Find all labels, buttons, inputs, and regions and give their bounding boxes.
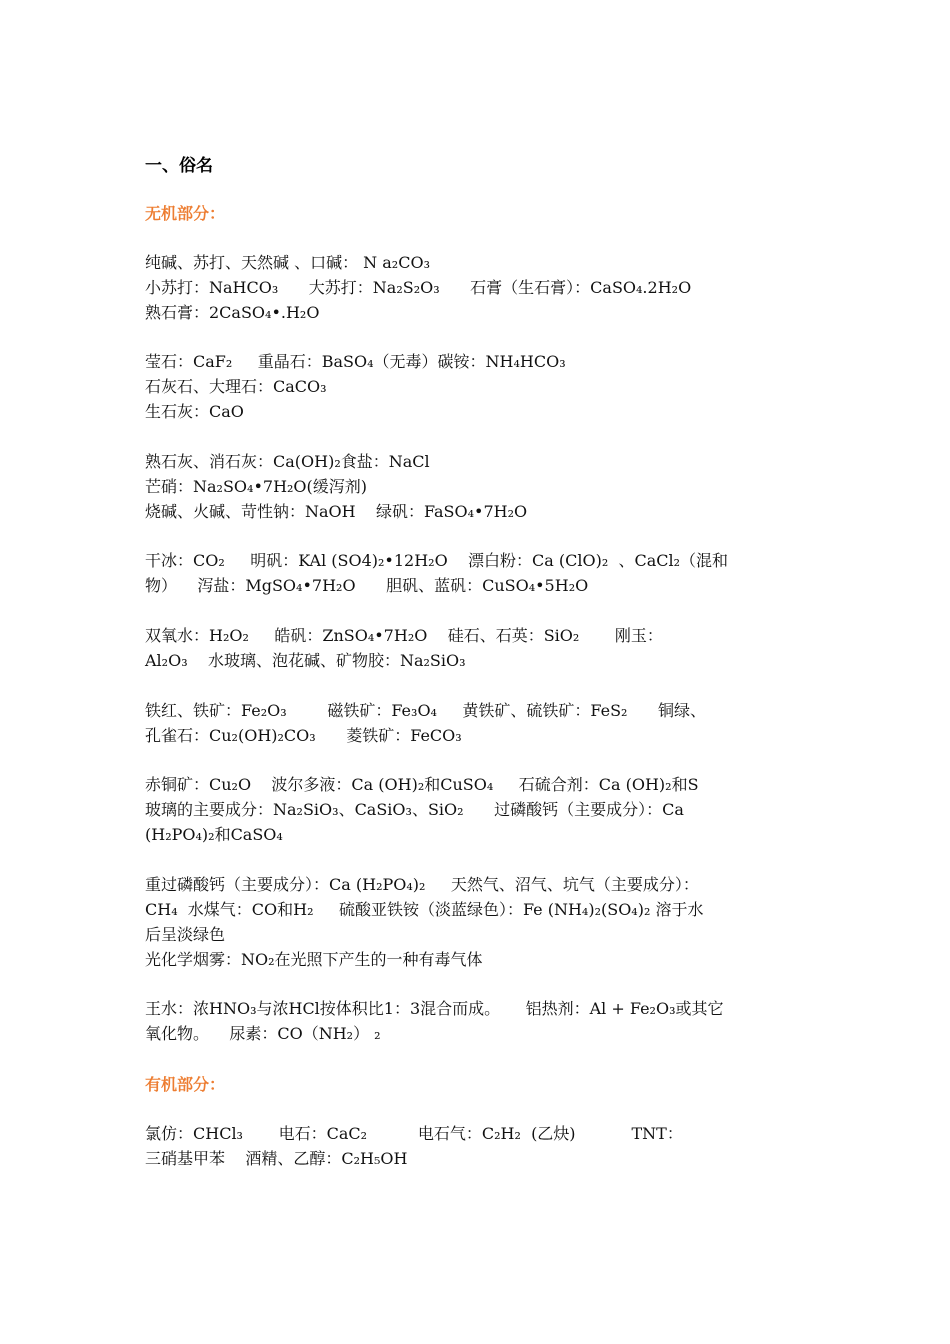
text-line: Al₂O₃ 水玻璃、泡花碱、矿物胶：Na₂SiO₃	[145, 651, 466, 670]
text-line: 生石灰：CaO	[145, 402, 244, 421]
text-line: 重过磷酸钙（主要成分）：Ca (H₂PO₄)₂ 天然气、沼气、坑气（主要成分）：	[145, 875, 699, 894]
text-line: 石灰石、大理石：CaCO₃	[145, 377, 327, 396]
text-line: 双氧水：H₂O₂ 皓矾：ZnSO₄•7H₂O 硅石、石英：SiO₂ 刚玉：	[145, 626, 663, 645]
text-line: 孔雀石：Cu₂(OH)₂CO₃ 菱铁矿：FeCO₃	[145, 726, 462, 745]
text-line: 赤铜矿：Cu₂O 波尔多液：Ca (OH)₂和CuSO₄ 石硫合剂：Ca (OH)₂和S	[145, 775, 699, 794]
text-line: 玻璃的主要成分：Na₂SiO₃、CaSiO₃、SiO₂ 过磷酸钙（主要成分）：Ca	[145, 800, 684, 819]
text-line: 三硝基甲苯 酒精、乙醇：C₂H₅OH	[145, 1149, 408, 1168]
text-line: 干冰：CO₂ 明矾：KAl (SO4)₂•12H₂O 漂白粉：Ca (ClO)₂ 、CaCl₂（混和	[145, 551, 729, 570]
text-line: 熟石灰、消石灰：Ca(OH)₂食盐：NaCl	[145, 452, 430, 471]
text-line: 莹石：CaF₂ 重晶石：BaSO₄（无毒）碳铵：NH₄HCO₃	[145, 352, 566, 371]
text-line: 铁红、铁矿：Fe₂O₃ 磁铁矿：Fe₃O₄ 黄铁矿、硫铁矿：FeS₂ 铜绿、	[145, 701, 706, 720]
text-line: 熟石膏：2CaSO₄•.H₂O	[145, 303, 320, 322]
text-line: 纯碱、苏打、天然碱 、口碱： N a₂CO₃	[145, 253, 430, 272]
text-line: 光化学烟雾：NO₂在光照下产生的一种有毒气体	[145, 950, 483, 969]
text-line: CH₄ 水煤气：CO和H₂ 硫酸亚铁铵（淡蓝绿色）：Fe (NH₄)₂(SO₄)₂ 溶于水	[145, 900, 704, 919]
text-line: 物） 泻盐：MgSO₄•7H₂O 胆矾、蓝矾：CuSO₄•5H₂O	[145, 576, 589, 595]
text-line: 氧化物。 尿素：CO（NH₂） ₂	[145, 1024, 381, 1043]
text-line: 小苏打：NaHCO₃ 大苏打：Na₂S₂O₃ 石膏（生石膏）：CaSO₄.2H₂O	[145, 278, 692, 297]
text-line: 烧碱、火碱、苛性钠：NaOH 绿矾：FaSO₄•7H₂O	[145, 502, 528, 521]
subsection-organic: 有机部分：	[145, 1075, 226, 1094]
section-heading: 一、俗名	[145, 156, 213, 176]
text-line: 芒硝：Na₂SO₄•7H₂O(缓泻剂)	[145, 477, 368, 496]
subsection-inorganic: 无机部分：	[145, 204, 226, 223]
text-line: 后呈淡绿色	[145, 925, 226, 944]
text-line: (H₂PO₄)₂和CaSO₄	[145, 825, 283, 844]
text-line: 氯仿：CHCl₃ 电石：CaC₂ 电石气：C₂H₂ (乙炔) TNT：	[145, 1124, 683, 1143]
text-line: 王水：浓HNO₃与浓HCl按体积比1：3混合而成。 铝热剂：Al + Fe₂O₃或其它	[145, 999, 724, 1018]
